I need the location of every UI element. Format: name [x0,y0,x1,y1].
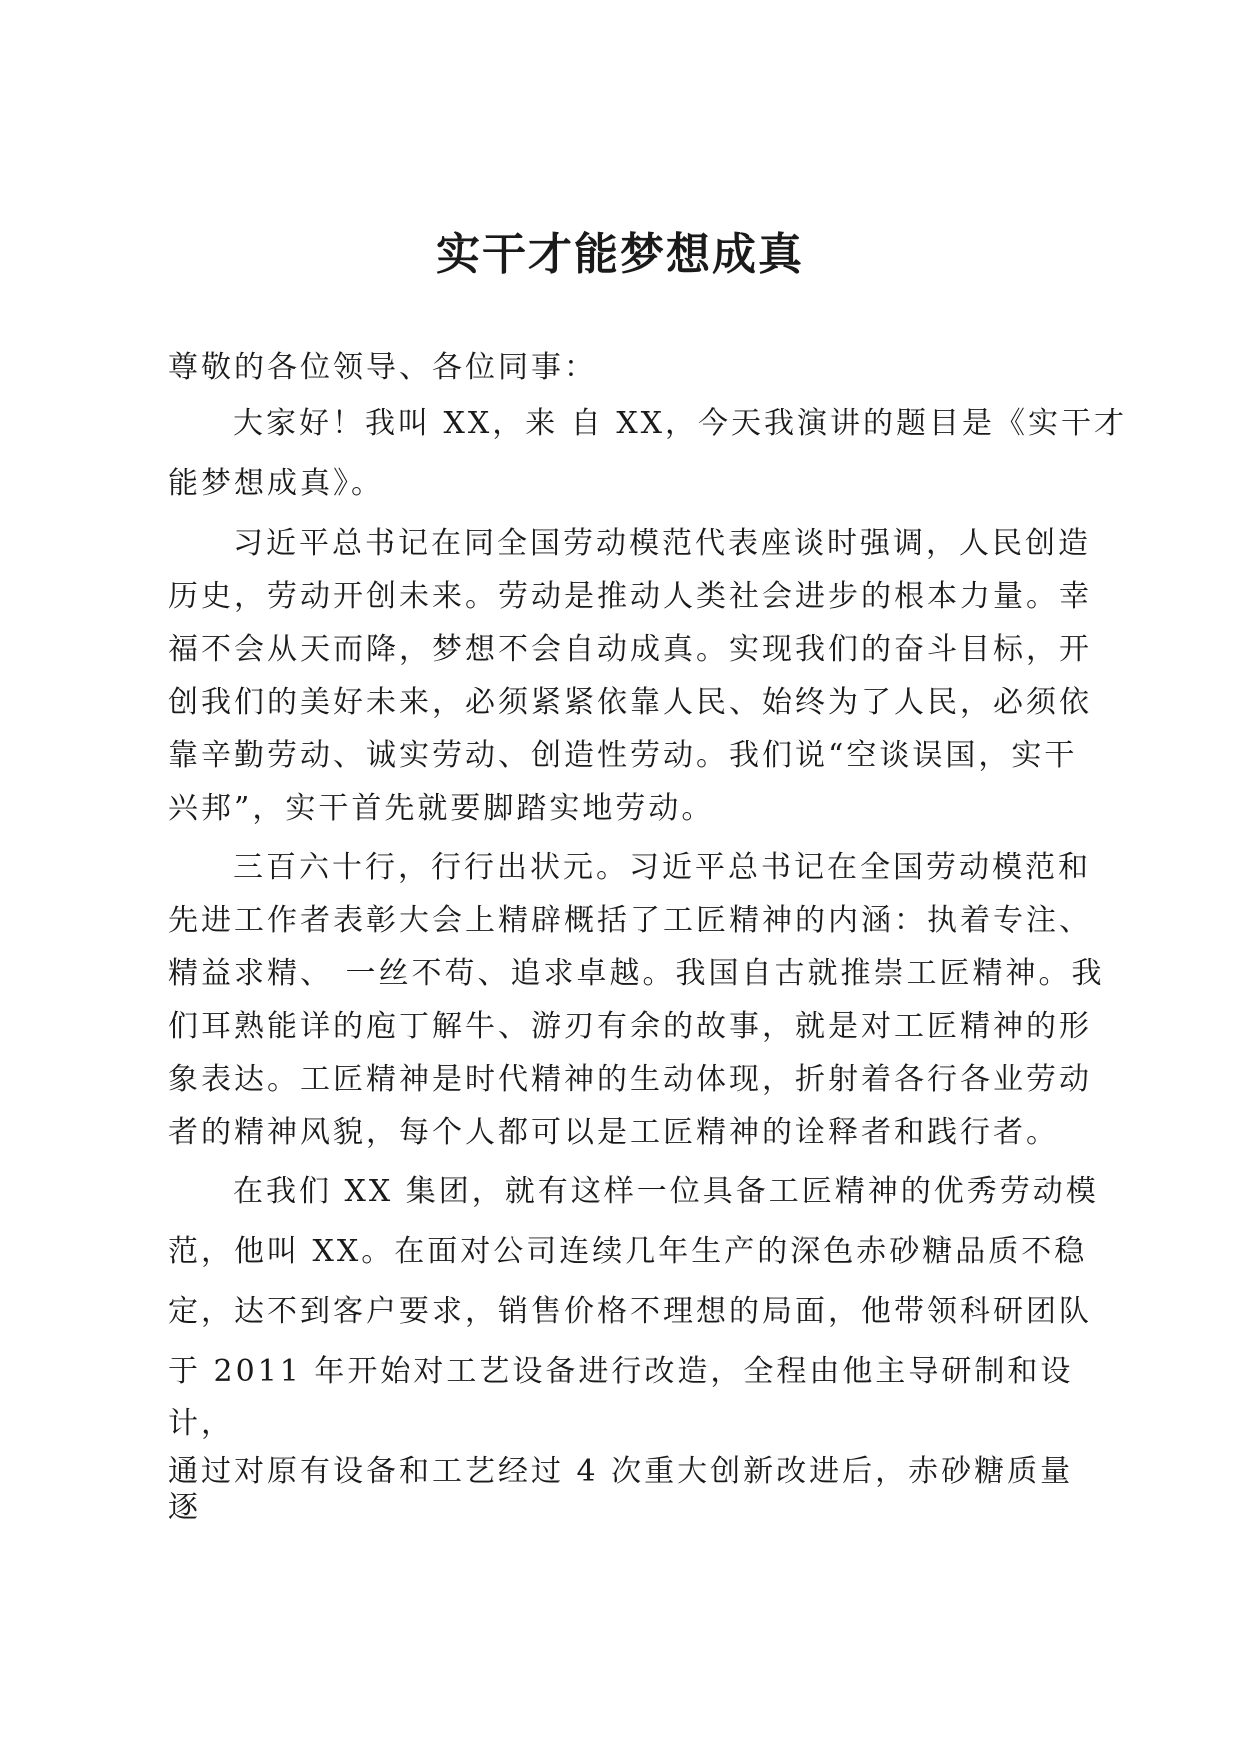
document-title: 实干才能梦想成真 [436,229,804,280]
paragraph-line: 福不会从天而降，梦想不会自动成真。实现我们的奋斗目标，开 [168,632,1092,667]
paragraph-line: 象表达。工匠精神是时代精神的生动体现，折射着各行各业劳动 [168,1062,1092,1097]
paragraph-line: 在我们 XX 集团，就有这样一位具备工匠精神的优秀劳动模 [233,1174,1099,1209]
paragraph-line: 先进工作者表彰大会上精辟概括了工匠精神的内涵：执着专注、 [168,903,1092,938]
paragraph-line: 兴邦”，实干首先就要脚踏实地劳动。 [168,791,715,826]
salutation-line: 尊敬的各位领导、各位同事： [168,350,597,385]
paragraph-line: 大家好！我叫 XX，来 自 XX，今天我演讲的题目是《实干才 [233,406,1128,441]
paragraph-line: 能梦想成真》。 [168,466,384,501]
paragraph-line: 者的精神风貌，每个人都可以是工匠精神的诠释者和践行者。 [168,1115,1059,1150]
paragraph-line: 通过对原有设备和工艺经过 4 次重大创新改进后，赤砂糖质量 [168,1454,1074,1489]
paragraph-line: 定，达不到客户要求，销售价格不理想的局面，他带领科研团队 [168,1294,1092,1329]
paragraph-line: 习近平总书记在同全国劳动模范代表座谈时强调，人民创造 [233,526,1091,561]
paragraph-line: 三百六十行，行行出状元。习近平总书记在全国劳动模范和 [233,850,1091,885]
paragraph-line: 精益求精、 一丝不苟、追求卓越。我国自古就推崇工匠精神。我 [168,956,1105,991]
paragraph-line: 范，他叫 XX。在面对公司连续几年生产的深色赤砂糖品质不稳 [168,1234,1088,1269]
paragraph-line: 们耳熟能详的庖丁解牛、游刃有余的故事，就是对工匠精神的形 [168,1009,1092,1044]
paragraph-line: 于 2011 年开始对工艺设备进行改造，全程由他主导研制和设 [168,1354,1074,1389]
paragraph-line: 计， [168,1406,234,1441]
paragraph-line: 历史，劳动开创未来。劳动是推动人类社会进步的根本力量。幸 [168,579,1092,614]
paragraph-line: 创我们的美好未来，必须紧紧依靠人民、始终为了人民，必须依 [168,685,1092,720]
paragraph-line: 逐 [168,1490,201,1525]
paragraph-line: 靠辛勤劳动、诚实劳动、创造性劳动。我们说“空谈误国，实干 [168,738,1078,773]
